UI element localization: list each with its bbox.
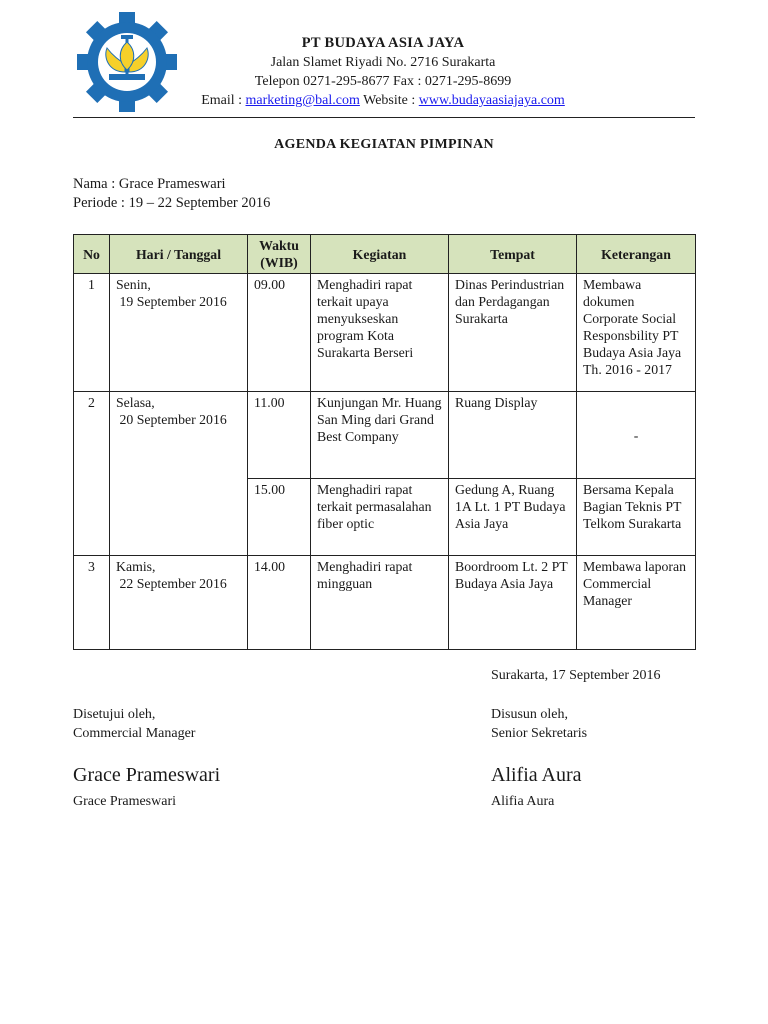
col-header-waktu: Waktu (WIB)	[248, 235, 311, 274]
company-name: PT BUDAYA ASIA JAYA	[301, 35, 465, 51]
cell-no: 2	[74, 392, 110, 556]
cell-time: 09.00	[248, 274, 311, 392]
cell-note: Bersama Kepala Bagian Teknis PT Telkom Surakarta	[577, 479, 696, 556]
agenda-table	[73, 234, 696, 650]
cell-note: Membawa dokumen Corporate Social Responsbility PT Budaya Asia Jaya Th. 2016 - 2017	[577, 274, 696, 392]
cell-time: 15.00	[248, 479, 311, 556]
company-address: Jalan Slamet Riyadi No. 2716 Surakarta	[270, 55, 496, 70]
author-signature: Alifia Aura	[491, 764, 582, 786]
cell-place: Dinas Perindustrian dan Perdagangan Surakarta	[449, 274, 577, 392]
cell-activity: Menghadiri rapat mingguan	[311, 556, 449, 650]
cell-no: 3	[74, 556, 110, 650]
author-label: Disusun oleh,	[491, 707, 568, 722]
cell-note: Membawa laporan Commercial Manager	[577, 556, 696, 650]
table-row	[74, 392, 696, 479]
cell-hari-tanggal	[110, 274, 248, 392]
author-role: Senior Sekretaris	[491, 726, 588, 741]
cell-time: 14.00	[248, 556, 311, 650]
company-phone: Telepon 0271-295-8677 Fax : 0271-295-8699	[254, 74, 512, 89]
cell-place: Boordroom Lt. 2 PT Budaya Asia Jaya	[449, 556, 577, 650]
meta-nama: Nama : Grace Prameswari	[73, 176, 226, 192]
header-divider	[73, 117, 695, 118]
cell-hari-tanggal	[110, 392, 248, 556]
cell-no: 1	[74, 274, 110, 392]
cell-hari-tanggal	[110, 556, 248, 650]
col-header-keterangan: Keterangan	[577, 235, 696, 274]
website-link[interactable]: www.budayaasiajaya.com	[418, 93, 565, 108]
approver-role: Commercial Manager	[73, 726, 196, 741]
col-header-hari-tanggal: Hari / Tanggal	[110, 235, 248, 274]
col-header-kegiatan: Kegiatan	[311, 235, 449, 274]
place-date: Surakarta, 17 September 2016	[491, 668, 661, 683]
approver-label: Disetujui oleh,	[73, 707, 156, 722]
cell-date: 22 September 2016	[119, 576, 227, 591]
col-header-no: No	[74, 235, 110, 274]
author-name: Alifia Aura	[491, 794, 555, 809]
cell-day: Kamis,	[116, 559, 156, 574]
cell-activity: Menghadiri rapat terkait permasalahan fiber optic	[311, 479, 449, 556]
cell-activity: Kunjungan Mr. Huang San Ming dari Grand Best Company	[311, 392, 449, 479]
col-header-tempat: Tempat	[449, 235, 577, 274]
website-label: Website :	[359, 93, 419, 108]
company-logo	[77, 12, 177, 112]
meta-periode: Periode : 19 – 22 September 2016	[73, 195, 271, 211]
cell-day: Selasa,	[116, 395, 155, 410]
document-title: AGENDA KEGIATAN PIMPINAN	[274, 137, 494, 152]
table-row	[74, 556, 696, 650]
approver-signature: Grace Prameswari	[73, 764, 221, 786]
company-contact	[190, 91, 576, 110]
cell-time: 11.00	[248, 392, 311, 479]
table-header-row	[74, 235, 696, 274]
cell-note: -	[577, 392, 696, 479]
approver-name: Grace Prameswari	[73, 794, 177, 809]
cell-day: Senin,	[116, 277, 151, 292]
email-link[interactable]: marketing@bal.com	[245, 93, 360, 108]
cell-activity: Menghadiri rapat terkait upaya menyukseskan program Kota Surakarta Berseri	[311, 274, 449, 392]
cell-date: 20 September 2016	[119, 412, 227, 427]
table-row	[74, 274, 696, 392]
email-label: Email :	[201, 93, 246, 108]
cell-date: 19 September 2016	[119, 294, 227, 309]
cell-place: Gedung A, Ruang 1A Lt. 1 PT Budaya Asia Jaya	[449, 479, 577, 556]
cell-place: Ruang Display	[449, 392, 577, 479]
